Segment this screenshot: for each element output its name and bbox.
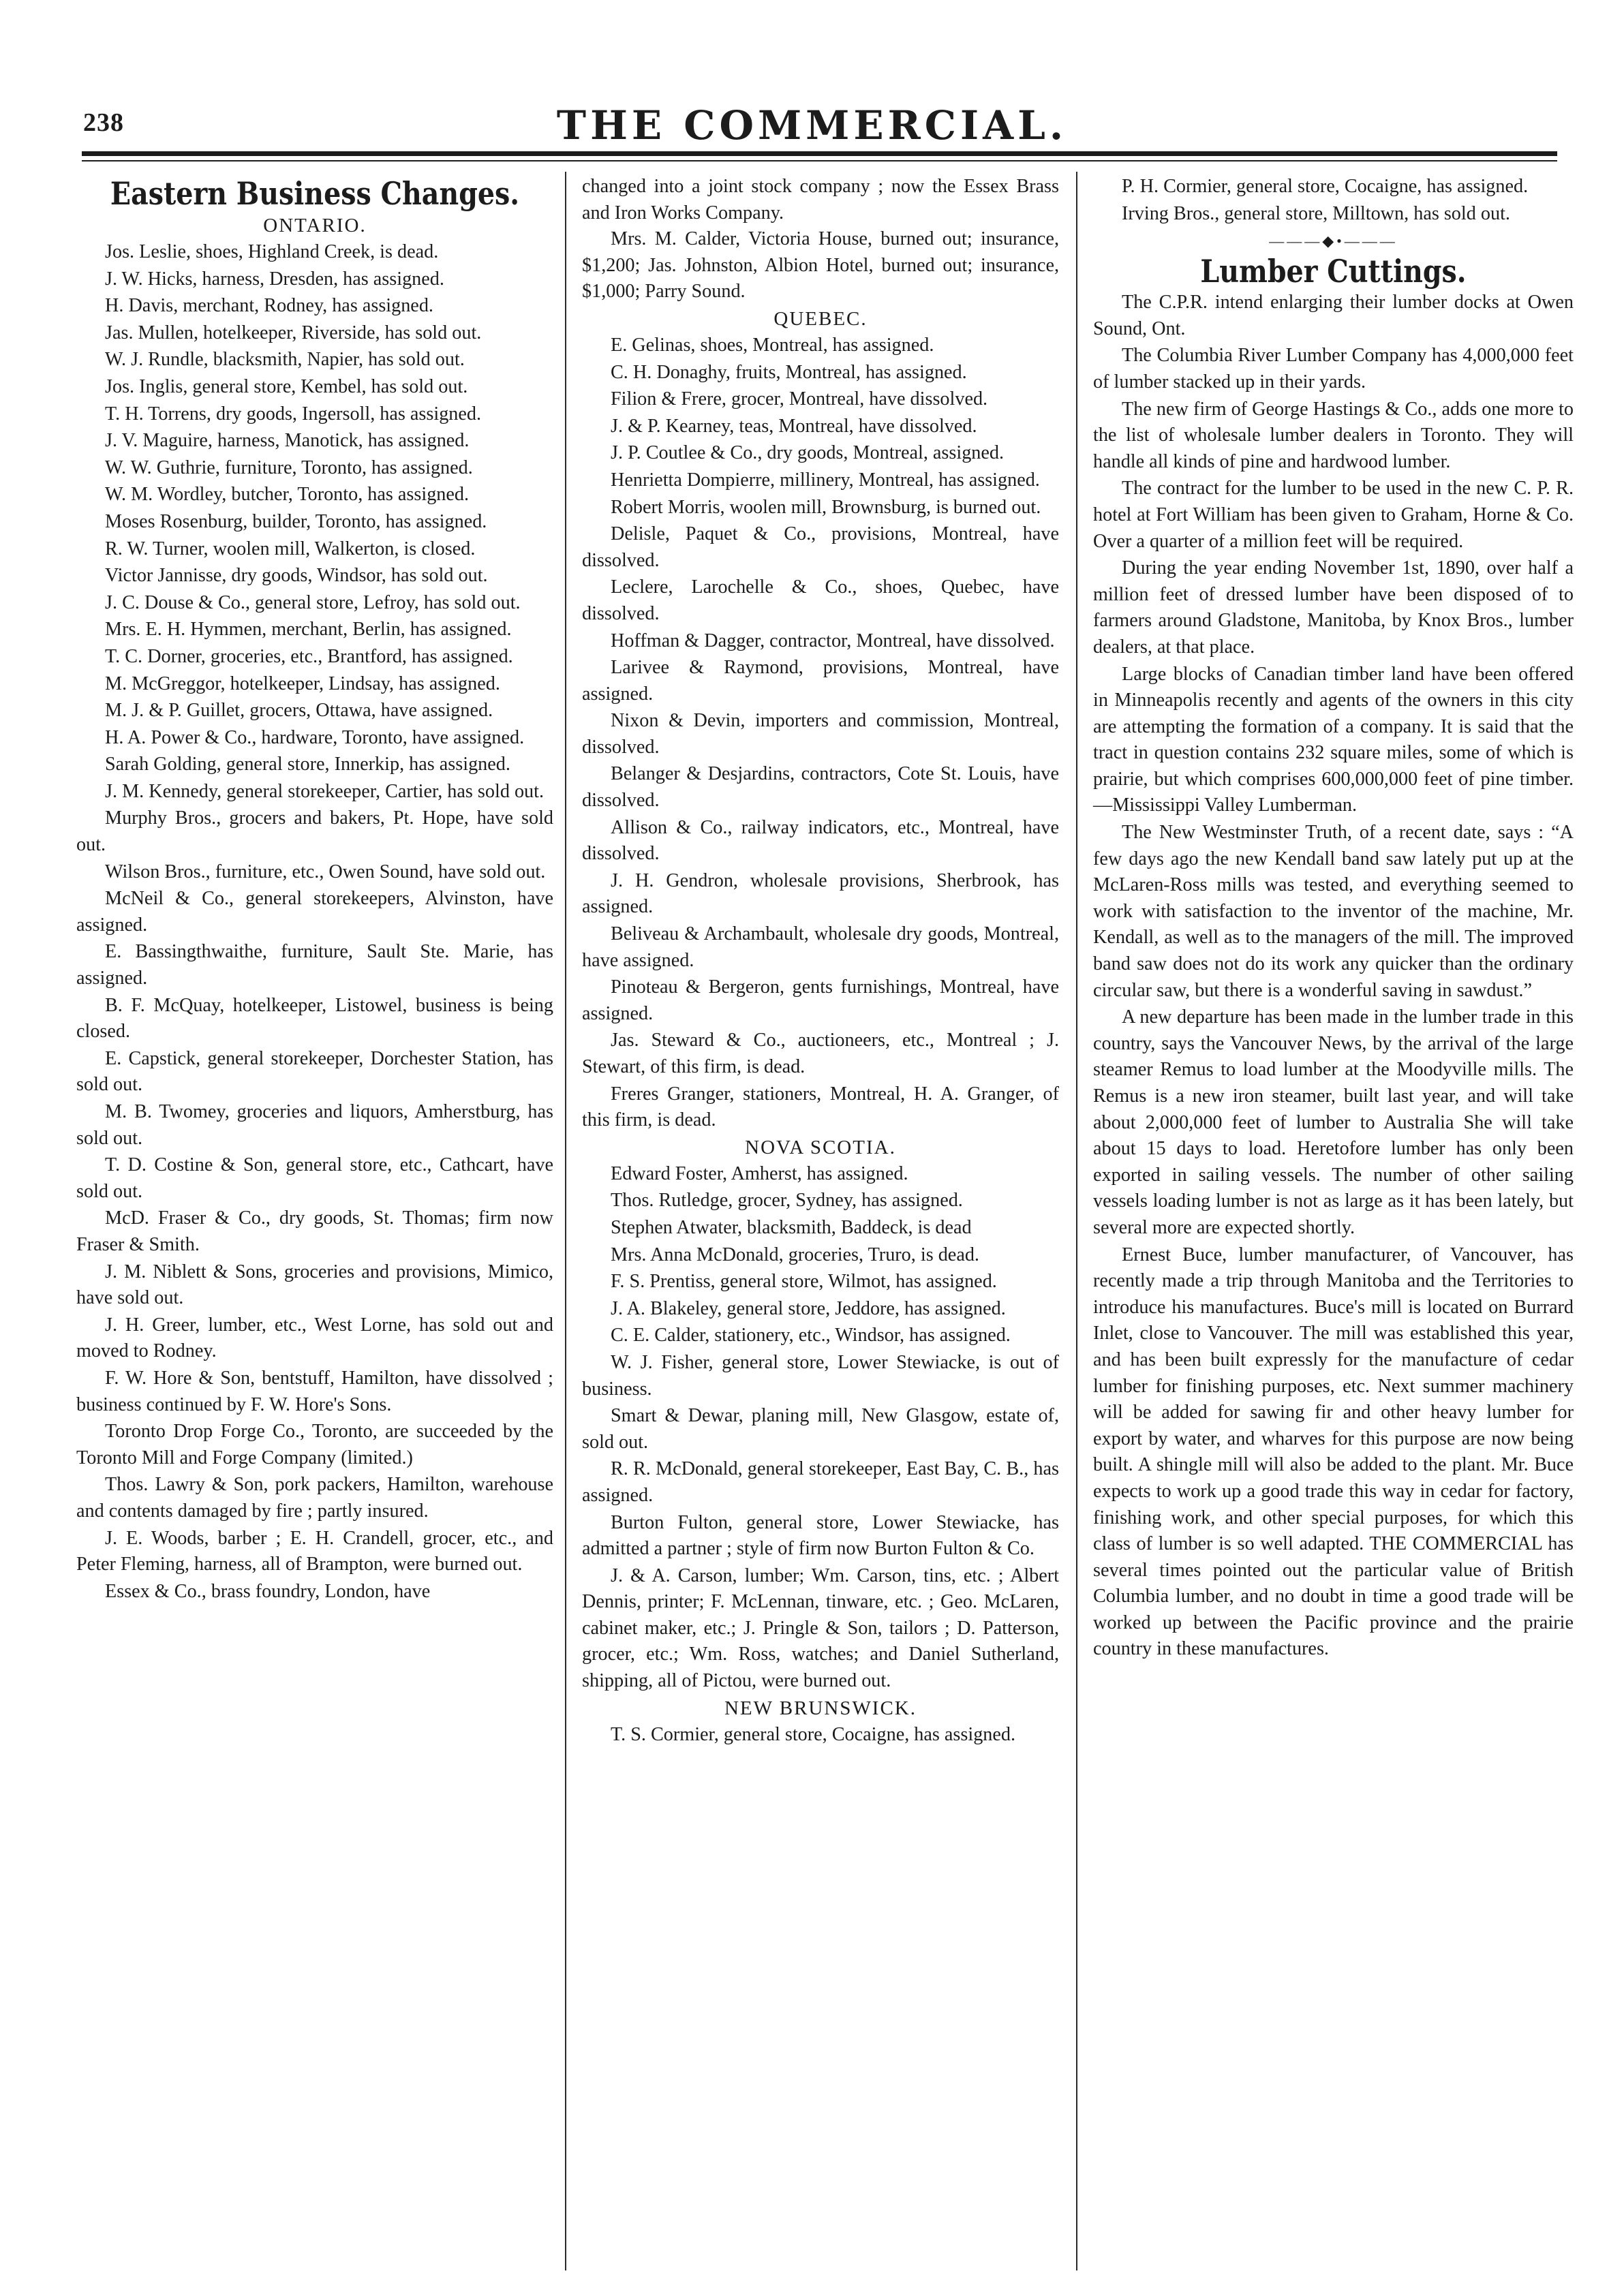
business-notice: Allison & Co., railway indicators, etc., Montreal, have dissolved. (582, 816, 1059, 865)
lumber-paragraph: The New Westminster Truth, of a recent date, says : “A few days ago the new Kendall band saw lately put up at the McLaren-Ross mills was tested, and everything seemed to work with satisfaction to the inventor of the machine, Mr. Kendall, as well as to the managers of the mill. The improved band saw does not do its work any quicker than the ordinary circular saw, but there is a wonderful saving in sawdust.” (1093, 822, 1574, 1001)
business-notice: Smart & Dewar, planing mill, New Glasgow, estate of, sold out. (582, 1405, 1059, 1453)
business-notice: J. E. Woods, barber ; E. H. Crandell, grocer, etc., and Peter Fleming, harness, all of Brampton, were burned out. (76, 1527, 553, 1575)
business-notice: J. C. Douse & Co., general store, Lefroy, has sold out. (105, 591, 521, 613)
business-notice: Essex & Co., brass foundry, London, have (105, 1580, 431, 1602)
business-notice: F. S. Prentiss, general store, Wilmot, has assigned. (611, 1271, 997, 1293)
business-notice: Jas. Steward & Co., auctioneers, etc., Montreal ; J. Stewart, of this firm, is dead. (582, 1030, 1059, 1077)
business-notice: J. & P. Kearney, teas, Montreal, have dissolved. (611, 415, 977, 437)
section-heading-eastern-business-changes: Eastern Business Changes. (110, 175, 520, 212)
business-notice: M. B. Twomey, groceries and liquors, Amherstburg, has sold out. (76, 1101, 553, 1149)
lumber-paragraph: The contract for the lumber to be used in the new C. P. R. hotel at Fort William has been given to Graham, Horne & Co. Over a quarter of a million feet will be required. (1093, 478, 1574, 552)
lumber-paragraphs (1093, 290, 1574, 1663)
continuation-paragraph: changed into a joint stock company ; now the Essex Brass and Iron Works Company. (582, 176, 1059, 224)
business-notice: T. S. Cormier, general store, Cocaigne, has assigned. (611, 1723, 1016, 1745)
business-notice: W. M. Wordley, butcher, Toronto, has assigned. (105, 484, 470, 506)
business-notice: P. H. Cormier, general store, Cocaigne, has assigned. (1122, 176, 1529, 197)
business-notice: Murphy Bros., grocers and bakers, Pt. Hope, have sold out. (76, 807, 553, 856)
business-notice: Thos. Rutledge, grocer, Sydney, has assigned. (611, 1190, 963, 1212)
business-notice: W. J. Fisher, general store, Lower Stewiacke, is out of business. (582, 1351, 1059, 1400)
business-notice: Sarah Golding, general store, Innerkip, has assigned. (105, 754, 510, 775)
lumber-paragraph: A new departure has been made in the lumber trade in this country, says the Vancouver News, by the arrival of the large steamer Remus to load lumber at the Moodyville mills. The Remus is a new iron steamer, built last year, and will take about 2,000,000 feet of lumber to Australia She will take about 15 days to load. Heretofore lumber has only been exported in sailing vessels. The number of other sailing vessels loading lumber is not as large as it has been lately, but several more are expected shortly. (1093, 1006, 1574, 1238)
business-notice: Moses Rosenburg, builder, Toronto, has assigned. (105, 510, 487, 532)
header-rule-thin (82, 160, 1557, 161)
business-notice: Edward Foster, Amherst, has assigned. (611, 1162, 908, 1184)
business-notice: T. D. Costine & Son, general store, etc., Cathcart, have sold out. (76, 1154, 553, 1202)
business-notice: Larivee & Raymond, provisions, Montreal, have assigned. (582, 657, 1059, 705)
business-notice: McD. Fraser & Co., dry goods, St. Thomas; firm now Fraser & Smith. (76, 1207, 553, 1255)
column-eastern-business-changes (76, 174, 553, 1605)
business-notice: R. R. McDonald, general storekeeper, East Bay, C. B., has assigned. (582, 1458, 1059, 1506)
business-notice: T. C. Dorner, groceries, etc., Brantford, has assigned. (105, 645, 513, 667)
business-notice: Mrs. M. Calder, Victoria House, burned out; insurance, $1,200; Jas. Johnston, Albion Hotel, burned out; insurance, $1,000; Parry Sound. (582, 228, 1059, 303)
business-notice: Burton Fulton, general store, Lower Stewiacke, has admitted a partner ; style of firm now Burton Fulton & Co. (582, 1511, 1059, 1560)
business-notice: Irving Bros., general store, Milltown, has sold out. (1122, 202, 1510, 224)
quebec-notices (582, 333, 1059, 1134)
column-divider-1 (565, 172, 566, 2270)
lumber-paragraph: The C.P.R. intend enlarging their lumber docks at Owen Sound, Ont. (1093, 292, 1574, 339)
business-notice: W. J. Rundle, blacksmith, Napier, has sold out. (105, 349, 465, 371)
lumber-paragraph: The Columbia River Lumber Company has 4,000,000 feet of lumber stacked up in their yards. (1093, 345, 1574, 392)
business-notice: Thos. Lawry & Son, pork packers, Hamilton, warehouse and contents damaged by fire ; partly insured. (76, 1474, 553, 1522)
business-notice: Jos. Leslie, shoes, Highland Creek, is dead. (105, 241, 439, 262)
nova-scotia-notices (582, 1161, 1059, 1695)
business-notice: J. V. Maguire, harness, Manotick, has assigned. (105, 430, 470, 452)
business-notice: Mrs. Anna McDonald, groceries, Truro, is dead. (611, 1244, 979, 1265)
section-separator-ornament: ———◆•——— (1269, 232, 1398, 250)
business-notice: J. P. Coutlee & Co., dry goods, Montreal, assigned. (611, 442, 1005, 464)
business-notice: Stephen Atwater, blacksmith, Baddeck, is dead (611, 1216, 972, 1238)
subheading-ontario: ONTARIO. (263, 215, 367, 236)
business-notice: Victor Jannisse, dry goods, Windsor, has sold out. (105, 565, 488, 587)
subheading-nova-scotia: NOVA SCOTIA. (745, 1136, 896, 1158)
subheading-quebec: QUEBEC. (773, 307, 868, 330)
lumber-paragraph: Large blocks of Canadian timber land have been offered in Minneapolis recently and agents of the owners in this city are attempting the formation of a company. It is said that the tract in question contains 232 square miles, some of which is prairie, but which comprises 600,000,000 feet of pine timber.—Mississippi Valley Lumberman. (1093, 663, 1574, 816)
business-notice: J. & A. Carson, lumber; Wm. Carson, tins, etc. ; Albert Dennis, printer; F. McLennan, tinware, etc. ; Geo. McLaren, cabinet maker, etc.; J. Pringle & Son, tailors ; D. Patterson, grocer, etc.; Wm. Ross, watches; and Daniel Sutherland, shipping, all of Pictou, were burned out. (582, 1565, 1059, 1692)
column-business-changes-continued (582, 174, 1059, 1748)
masthead-title: THE COMMERCIAL. (556, 102, 1068, 149)
business-notice: Wilson Bros., furniture, etc., Owen Sound, have sold out. (105, 861, 546, 882)
lumber-paragraph: The new firm of George Hastings & Co., adds one more to the list of wholesale lumber dealers in Toronto. They will handle all kinds of pine and hardwood lumber. (1093, 398, 1574, 472)
business-notice: J. H. Gendron, wholesale provisions, Sherbrook, has assigned. (582, 869, 1059, 918)
business-notice: R. W. Turner, woolen mill, Walkerton, is closed. (105, 538, 476, 559)
header-rule-thick (82, 151, 1557, 156)
section-heading-lumber-cuttings: Lumber Cuttings. (1200, 253, 1467, 290)
page-number: 238 (83, 108, 124, 137)
column-lumber-cuttings (1093, 174, 1574, 1663)
business-notice: C. E. Calder, stationery, etc., Windsor, has assigned. (611, 1325, 1011, 1346)
business-notice: H. Davis, merchant, Rodney, has assigned. (105, 295, 433, 317)
business-notice: T. H. Torrens, dry goods, Ingersoll, has assigned. (105, 403, 482, 425)
business-notice: Freres Granger, stationers, Montreal, H. A. Granger, of this firm, is dead. (582, 1083, 1059, 1131)
business-notice: Jas. Mullen, hotelkeeper, Riverside, has sold out. (105, 322, 482, 343)
business-notice: E. Capstick, general storekeeper, Dorchester Station, has sold out. (76, 1047, 553, 1096)
business-notice: Delisle, Paquet & Co., provisions, Montreal, have dissolved. (582, 523, 1059, 571)
business-notice: W. W. Guthrie, furniture, Toronto, has assigned. (105, 457, 473, 478)
business-notice: J. M. Kennedy, general storekeeper, Cartier, has sold out. (105, 780, 545, 802)
business-notice: Hoffman & Dagger, contractor, Montreal, have dissolved. (611, 630, 1055, 651)
business-notice: Belanger & Desjardins, contractors, Cote St. Louis, have dissolved. (582, 763, 1059, 812)
lumber-paragraph: Ernest Buce, lumber manufacturer, of Vancouver, has recently made a trip through Manitoba and the Territories to introduce his manufactures. Buce's mill is located on Burrard Inlet, close to Vancouver. The mill was established this year, and has been built expressly for the manufacture of cedar lumber for finishing purposes, etc. Next summer machinery will be added for sawing fir and other heavy lumber for export by water, and wharves for this purpose are now being built. A shingle mill will also be added to the plant. Mr. Buce expects to work up a good trade this way in cedar for factory, finishing work, and other special purposes, for which this class of lumber is so well adapted. THE COMMERCIAL has several times pointed out the particular value of British Columbia lumber, and no doubt in time a good trade will be worked up between the Pacific province and the prairie country in these manufactures. (1093, 1244, 1574, 1660)
business-notice: J. M. Niblett & Sons, groceries and provisions, Mimico, have sold out. (76, 1261, 553, 1309)
business-notice: C. H. Donaghy, fruits, Montreal, has assigned. (611, 361, 967, 383)
business-notice: B. F. McQuay, hotelkeeper, Listowel, business is being closed. (76, 994, 553, 1043)
business-notice: Robert Morris, woolen mill, Brownsburg, is burned out. (611, 496, 1041, 518)
business-notice: Beliveau & Archambault, wholesale dry goods, Montreal, have assigned. (582, 923, 1059, 971)
ontario-notices-continued (582, 226, 1059, 305)
business-notice: Filion & Frere, grocer, Montreal, have dissolved. (611, 388, 988, 410)
new-brunswick-notices-continued (1093, 174, 1574, 227)
business-notice: M. McGreggor, hotelkeeper, Lindsay, has assigned. (105, 673, 500, 694)
new-brunswick-notices (582, 1722, 1059, 1749)
business-notice: J. A. Blakeley, general store, Jeddore, has assigned. (611, 1297, 1006, 1319)
business-notice: E. Bassingthwaithe, furniture, Sault Ste. Marie, has assigned. (76, 941, 553, 989)
business-notice: Jos. Inglis, general store, Kembel, has sold out. (105, 375, 468, 397)
business-notice: M. J. & P. Guillet, grocers, Ottawa, have assigned. (105, 700, 493, 722)
business-notice: J. H. Greer, lumber, etc., West Lorne, has sold out and moved to Rodney. (76, 1314, 553, 1362)
business-notice: H. A. Power & Co., hardware, Toronto, have assigned. (105, 726, 525, 748)
business-notice: F. W. Hore & Son, bentstuff, Hamilton, have dissolved ; business continued by F. W. Hore's Sons. (76, 1367, 553, 1415)
business-notice: Mrs. E. H. Hymmen, merchant, Berlin, has assigned. (105, 619, 512, 641)
lumber-paragraph: During the year ending November 1st, 1890, over half a million feet of dressed lumber have been disposed of to farmers around Gladstone, Manitoba, by Knox Bros., lumber dealers, at that place. (1093, 557, 1574, 658)
business-notice: Nixon & Devin, importers and commission, Montreal, dissolved. (582, 710, 1059, 758)
business-notice: Pinoteau & Bergeron, gents furnishings, Montreal, have assigned. (582, 976, 1059, 1024)
business-notice: Toronto Drop Forge Co., Toronto, are succeeded by the Toronto Mill and Forge Company (limited.) (76, 1421, 553, 1468)
business-notice: E. Gelinas, shoes, Montreal, has assigned. (611, 334, 934, 356)
column-divider-2 (1076, 172, 1077, 2270)
subheading-new-brunswick: NEW BRUNSWICK. (724, 1697, 917, 1719)
business-notice: Leclere, Larochelle & Co., shoes, Quebec, have dissolved. (582, 576, 1059, 624)
ontario-notices (76, 239, 553, 1605)
business-notice: McNeil & Co., general storekeepers, Alvinston, have assigned. (76, 888, 553, 936)
business-notice: J. W. Hicks, harness, Dresden, has assigned. (105, 268, 444, 290)
business-notice: Henrietta Dompierre, millinery, Montreal, has assigned. (611, 469, 1040, 491)
